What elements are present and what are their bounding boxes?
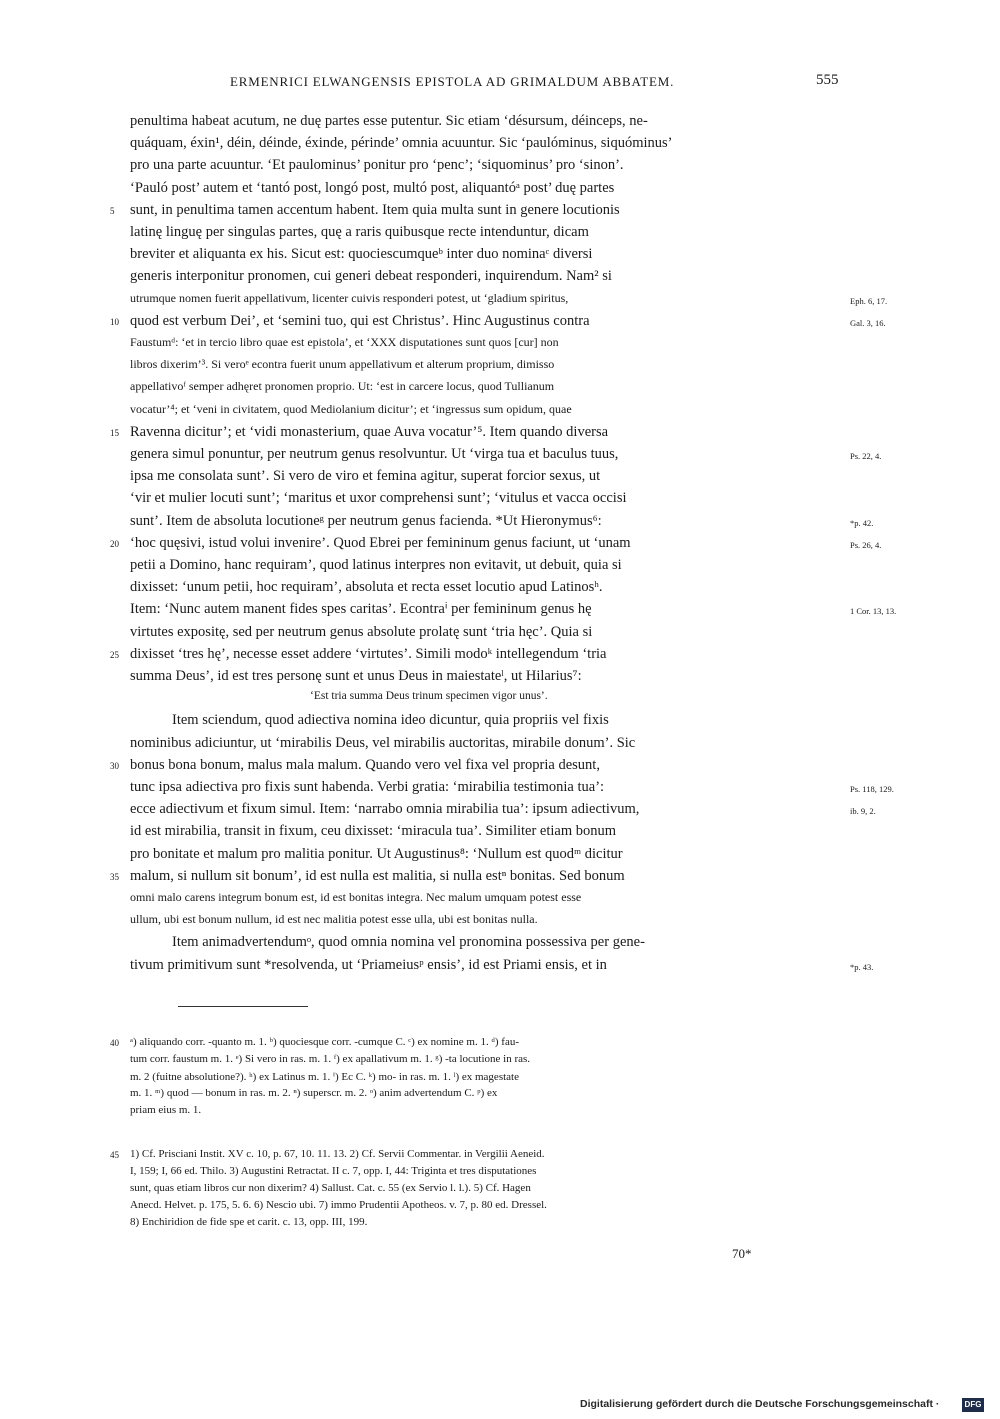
text-line: Ravenna dicitur’; et ‘vidi monasterium, quae Auva vocatur’⁵. Item quando diversa xyxy=(130,424,609,440)
page-number: 555 xyxy=(816,72,839,88)
text-line: generis interponitur pronomen, cui generi debeat responderi, inquirendum. Nam² si xyxy=(130,268,612,284)
text-line: summa Deus’, id est tres personę sunt et unus Deus in maiestateˡ, ut Hilarius⁷: xyxy=(130,668,582,684)
line-number: 10 xyxy=(110,317,119,327)
text-line: bonus bona bonum, malus mala malum. Quando vero vel fixa vel propria desunt, xyxy=(130,757,600,773)
text-line: penultima habeat acutum, ne duę partes esse putentur. Sic etiam ‘désursum, déinceps, ne- xyxy=(130,113,648,129)
footnote-line: 1) Cf. Prisciani Instit. XV c. 10, p. 67, 10. 11. 13. 2) Cf. Servii Commentar. in Vergilii Aeneid. xyxy=(130,1148,545,1160)
text-line: breviter et aliquanta ex his. Sicut est: quociescumqueᵇ inter duo nominaᶜ diversi xyxy=(130,246,593,262)
dfg-logo: DFG xyxy=(962,1398,984,1412)
text-line: nominibus adiciuntur, ut ‘mirabilis Deus, vel mirabilis auctoritas, mirabile donum’. Sic xyxy=(130,735,636,751)
text-line: Item sciendum, quod adiectiva nomina ideo dicuntur, quia propriis vel fixis xyxy=(172,712,609,728)
text-line: latinę linguę per singulas partes, quę a raris quibusque recte intenduntur, dicam xyxy=(130,224,589,240)
line-number: 35 xyxy=(110,872,119,882)
text-line: omni malo carens integrum bonum est, id est bonitas integra. Nec malum umquam potest esse xyxy=(130,890,582,904)
margin-reference: Ps. 118, 129. xyxy=(850,784,894,794)
text-line: ‘hoc quęsivi, istud volui invenire’. Quod Ebrei per femininum genus faciunt, ut ‘unam xyxy=(130,535,631,551)
text-line: Faustumᵈ: ‘et in tercio libro quae est epistola’, et ‘XXX disputationes sunt quos [cur] non xyxy=(130,335,559,349)
margin-reference: 1 Cor. 13, 13. xyxy=(850,606,897,616)
text-line: petii a Domino, hanc requiram’, quod latinus interpres non evitavit, ut debuit, quia si xyxy=(130,557,622,573)
text-line: ullum, ubi est bonum nullum, id est nec malitia potest esse ulla, ubi est bonitas nulla. xyxy=(130,912,538,926)
footnote-line: priam eius m. 1. xyxy=(130,1104,202,1116)
text-line: quáquam, éxin¹, déin, déinde, éxinde, périnde’ omnia acuuntur. Sic ‘paulóminus, siquóminus’ xyxy=(130,135,673,151)
footnote-rule xyxy=(178,1006,308,1007)
footnote-line: 8) Enchiridion de fide spe et carit. c. 13, opp. III, 199. xyxy=(130,1216,368,1228)
text-line: dixisset ‘tres hę’, necesse esset addere ‘virtutes’. Simili modoᵏ intellegendum ‘tria xyxy=(130,646,607,662)
text-line: malum, si nullum sit bonum’, id est nulla est malitia, si nulla estⁿ bonitas. Sed bonum xyxy=(130,868,625,884)
text-line: ‘Pauló post’ autem et ‘tantó post, longó post, multó post, aliquantóᵃ post’ duę partes xyxy=(130,180,615,196)
footnote-line: tum corr. faustum m. 1. ᵉ) Si vero in ras. m. 1. ᶠ) ex apallativum m. 1. ᵍ) -ta locutione in ras. xyxy=(130,1053,531,1065)
footer-text: Digitalisierung gefördert durch die Deutsche Forschungsgemeinschaft · xyxy=(580,1398,940,1410)
text-line: sunt, in penultima tamen accentum habent. Item quia multa sunt in genere locutionis xyxy=(130,202,620,218)
text-line: appellativoᶠ semper adhęret pronomen proprio. Ut: ‘est in carcere locus, quod Tullianum xyxy=(130,379,555,393)
text-line: libros dixerim’³. Si veroᵉ econtra fuerit unum appellativum et alterum proprium, dimisso xyxy=(130,357,555,371)
text-line: vocatur’⁴; et ‘veni in civitatem, quod Mediolanium dicitur’; et ‘ingressus sum opidum, quae xyxy=(130,402,572,416)
text-line: pro una parte acuuntur. ‘Et paulominus’ ponitur pro ‘penc’; ‘siquominus’ pro ‘sinon’. xyxy=(130,157,624,173)
footnote-line: m. 1. ᵐ) quod — bonum in ras. m. 2. ⁿ) superscr. m. 2. ᵒ) anim advertendum C. ᵖ) ex xyxy=(130,1087,498,1099)
margin-reference: Eph. 6, 17. xyxy=(850,296,888,306)
text-line: quod est verbum Dei’, et ‘semini tuo, qui est Christus’. Hinc Augustinus contra xyxy=(130,313,590,329)
margin-reference: Ps. 22, 4. xyxy=(850,451,882,461)
line-number: 40 xyxy=(110,1038,119,1048)
line-number: 20 xyxy=(110,539,119,549)
text-line: sunt’. Item de absoluta locutioneᵍ per neutrum genus facienda. *Ut Hieronymus⁶: xyxy=(130,513,602,529)
margin-reference: *p. 42. xyxy=(850,518,874,528)
text-line: ‘vir et mulier locuti sunt’; ‘maritus et uxor comprehensi sunt’; ‘vitulus et vacca occisi xyxy=(130,490,627,506)
text-line: pro bonitate et malum pro malitia ponitur. Ut Augustinus⁸: ‘Nullum est quodᵐ dicitur xyxy=(130,846,623,862)
signature-mark: 70* xyxy=(732,1246,752,1261)
line-number: 25 xyxy=(110,650,119,660)
line-number: 30 xyxy=(110,761,119,771)
text-line: tunc ipsa adiectiva pro fixis sunt habenda. Verbi gratia: ‘mirabilia testimonia tua’: xyxy=(130,779,605,795)
footnote-line: m. 2 (fuitne absolutione?). ʰ) ex Latinus m. 1. ⁱ) Ec C. ᵏ) mo- in ras. m. 1. ˡ) ex magestate xyxy=(130,1071,519,1083)
text-line: ‘Est tria summa Deus trinum specimen vigor unus’. xyxy=(310,690,548,702)
margin-reference: Gal. 3, 16. xyxy=(850,318,886,328)
text-line: tivum primitivum sunt *resolvenda, ut ‘Priameiusᵖ ensis’, id est Priami ensis, et in xyxy=(130,957,607,973)
line-number: 15 xyxy=(110,428,119,438)
text-line: genera simul ponuntur, per neutrum genus resolvuntur. Ut ‘virga tua et baculus tuus, xyxy=(130,446,619,462)
footnote-line: sunt, quas etiam libros cur non dixerim? 4) Sallust. Cat. c. 55 (ex Servio l. l.). 5) Cf. Hagen xyxy=(130,1182,531,1194)
text-line: ecce adiectivum et fixum simul. Item: ‘narrabo omnia mirabilia tua’: ipsum adiectivum, xyxy=(130,801,640,817)
footnote-line: Anecd. Helvet. p. 175, 5. 6. 6) Nescio ubi. 7) immo Prudentii Apotheos. v. 7, p. 80 ed. Dressel. xyxy=(130,1199,547,1211)
running-title: ERMENRICI ELWANGENSIS EPISTOLA AD GRIMALDUM ABBATEM. xyxy=(230,74,675,89)
margin-reference: Ps. 26, 4. xyxy=(850,540,882,550)
text-line: virtutes expositę, sed per neutrum genus absolute prolatę sunt ‘tria hęc’. Quia si xyxy=(130,624,593,640)
text-line: id est mirabilia, transit in fixum, ceu dixisset: ‘miracula tua’. Similiter etiam bonum xyxy=(130,823,617,839)
text-line: Item animadvertendumᵒ, quod omnia nomina vel pronomina possessiva per gene- xyxy=(172,934,645,950)
margin-reference: *p. 43. xyxy=(850,962,874,972)
text-line: ipsa me consolata sunt’. Si vero de viro et femina agitur, superat forcior sexus, ut xyxy=(130,468,601,484)
text-line: utrumque nomen fuerit appellativum, licenter cuivis responderi potest, ut ‘gladium spiritus, xyxy=(130,291,569,305)
footnote-line: ᵃ) aliquando corr. -quanto m. 1. ᵇ) quociesque corr. -cumque C. ᶜ) ex nomine m. 1. ᵈ) fau- xyxy=(130,1036,519,1048)
text-line: dixisset: ‘unum petii, hoc requiram’, absoluta et recta esset locutio apud Latinosʰ. xyxy=(130,579,603,595)
margin-reference: ib. 9, 2. xyxy=(850,806,876,816)
text-line: Item: ‘Nunc autem manent fides spes caritas’. Econtraⁱ per femininum genus hę xyxy=(130,601,592,617)
digitization-footer xyxy=(580,1398,985,1416)
line-number: 5 xyxy=(110,206,115,216)
line-number: 45 xyxy=(110,1150,119,1160)
footnote-line: I, 159; I, 66 ed. Thilo. 3) Augustini Retractat. II c. 7, opp. I, 44: Triginta et tres disputationes xyxy=(130,1165,537,1177)
